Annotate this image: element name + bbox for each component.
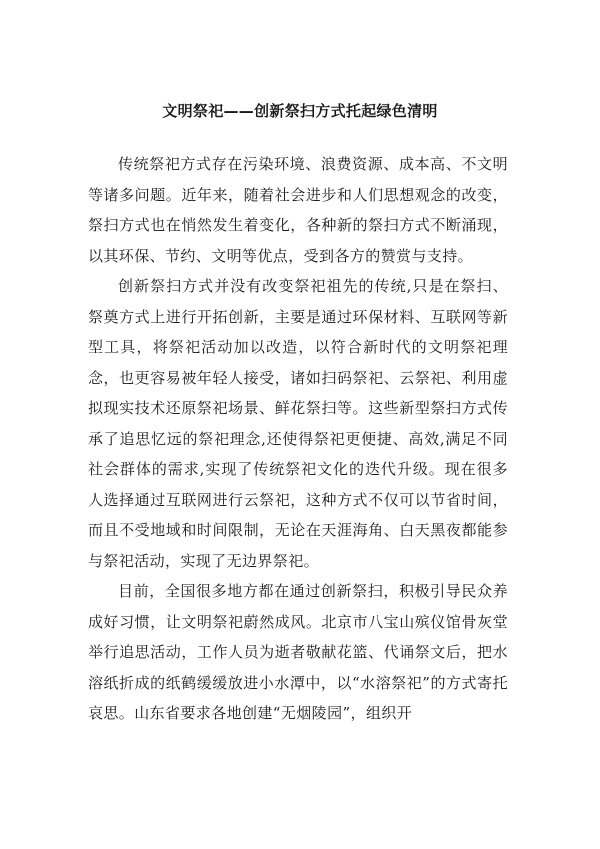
paragraph-3: 目前，全国很多地方都在通过创新祭扫，积极引导民众养成好习惯，让文明祭祀蔚然成风。北京市八宝山殡仪馆骨灰堂举行追思活动，工作人员为逝者敬献花篮、代诵祭文后，把水溶纸折成的纸鹤缓缓放进小水潭中，以“水溶祭祀”的方式寄托哀思。山东省要求各地创建“无烟陵园”，组织开 <box>88 582 508 722</box>
paragraph-2: 创新祭扫方式并没有改变祭祀祖先的传统,只是在祭扫、祭奠方式上进行开拓创新，主要是通过环保材料、互联网等新型工具，将祭祀活动加以改造，以符合新时代的文明祭祀理念，也更容易被年轻人接受，诸如扫码祭祀、云祭祀、利用虚拟现实技术还原祭祀场景、鲜花祭扫等。这些新型祭扫方式传承了追思忆远的祭祀理念,还使得祭祀更便捷、高效,满足不同社会群体的需求,实现了传统祭祀文化的迭代升级。现在很多人选择通过互联网进行云祭祀，这种方式不仅可以节省时间，而且不受地域和时间限制，无论在天涯海角、白天黑夜都能参与祭祀活动，实现了无边界祭祀。 <box>88 277 508 570</box>
document-title: 文明祭祀——创新祭扫方式托起绿色清明 <box>162 102 438 120</box>
document-body <box>88 149 508 729</box>
paragraph-1: 传统祭祀方式存在污染环境、浪费资源、成本高、不文明等诸多问题。近年来，随着社会进步和人们思想观念的改变，祭扫方式也在悄然发生着变化，各种新的祭扫方式不断涌现，以其环保、节约、文明等优点，受到各方的赞赏与支持。 <box>88 155 508 265</box>
